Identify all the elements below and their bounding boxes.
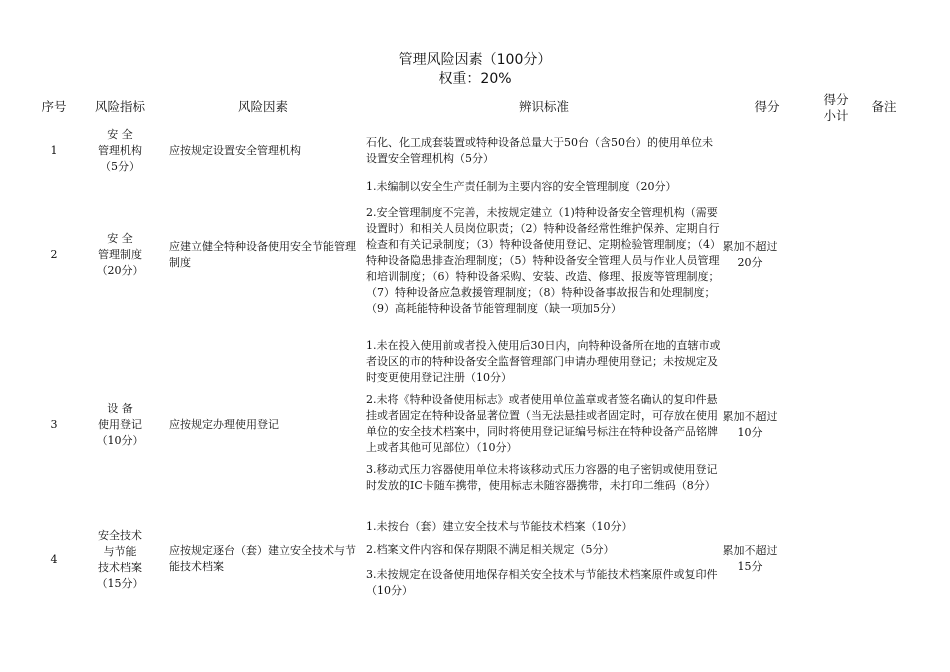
header-subtotal: 得分 小计: [823, 92, 849, 123]
row-3-no: 3: [50, 418, 58, 431]
row-4-indicator: 安全技术 与节能 技术档案 （15分）: [96, 529, 144, 590]
row-4-score: 累加不超过15分: [722, 544, 778, 573]
header-no: 序号: [41, 99, 67, 114]
row-2-indicator: 安 全 管理制度 （20分）: [96, 232, 144, 277]
row-4-no: 4: [50, 553, 58, 566]
row-3-score: 累加不超过10分: [722, 410, 778, 439]
row-1-indicator: 安 全 管理机构 （5分）: [98, 128, 142, 173]
row-2-criteria-2: 2.安全管理制度不完善，未按规定建立（1)特种设备安全管理机构（需要设置时）和相关人员岗位职责；（2）特种设备经常性维护保养、定期自行检查和有关记录制度；（3）特种设备使用登记、定期检验管理制度；（4）特种设备隐患排查治理制度；（5）特种设备安全管理人员与作业人员管理和培训制度；（6）特种设备采购、安装、改造、修理、报废等管理制度；（7）特种设备应急救援管理制度；（8）特种设备事故报告和处理制度；（9）高耗能特种设备节能管理制度（缺一项加5分）: [366, 206, 721, 315]
header-criteria: 辨识标准: [518, 99, 569, 114]
row-3-criteria-1: 1.未在投入使用前或者投入使用后30日内，向特种设备所在地的直辖市或者设区的市的特种设备安全监督管理部门申请办理使用登记；未按规定及时变更使用登记注册（10分）: [366, 339, 721, 384]
header-remark: 备注: [871, 99, 897, 114]
row-4-criteria-2: 2.档案文件内容和保存期限不满足相关规定（5分）: [366, 543, 615, 556]
row-3-criteria-3: 3.移动式压力容器使用单位未将该移动式压力容器的电子密钥或使用登记时发放的IC卡随车携带，使用标志未随容器携带，未打印二维码（8分）: [366, 463, 718, 492]
header-indicator: 风险指标: [94, 99, 145, 114]
row-2-no: 2: [50, 248, 58, 261]
row-1-criteria-1: 石化、化工成套装置或特种设备总量大于50台（含50台）的使用单位未设置安全管理机构（5分）: [366, 136, 713, 165]
header-score: 得分: [754, 99, 780, 114]
row-3-criteria-2: 2.未将《特种设备使用标志》或者使用单位盖章或者签名确认的复印件悬挂或者固定在特种设备显著位置（当无法悬挂或者固定时，可存放在使用单位的安全技术档案中，同时将使用登记证编号标注在特种设备产品铭牌上或者其他可见部位）（10分）: [366, 393, 718, 454]
row-4-criteria-3: 3.未按规定在设备使用地保存相关安全技术与节能技术档案原件或复印件（10分）: [366, 568, 718, 597]
row-2-factor: 应建立健全特种设备使用安全节能管理制度: [169, 240, 356, 269]
row-1-factor: 应按规定设置安全管理机构: [169, 144, 301, 157]
row-4-criteria-1: 1.未按台（套）建立安全技术与节能技术档案（10分）: [366, 520, 633, 533]
weight-label: 权重：20%: [438, 71, 512, 87]
header-factor: 风险因素: [237, 99, 288, 114]
row-4-factor: 应按规定逐台（套）建立安全技术与节能技术档案: [169, 544, 356, 573]
row-3-factor: 应按规定办理使用登记: [169, 418, 279, 431]
row-3-indicator: 设 备 使用登记 （10分）: [96, 402, 144, 447]
page-title: 管理风险因素（100分）: [398, 52, 552, 68]
row-2-criteria-1: 1.未编制以安全生产责任制为主要内容的安全管理制度（20分）: [366, 180, 677, 193]
row-2-score: 累加不超过20分: [722, 240, 778, 269]
row-1-no: 1: [50, 144, 58, 157]
